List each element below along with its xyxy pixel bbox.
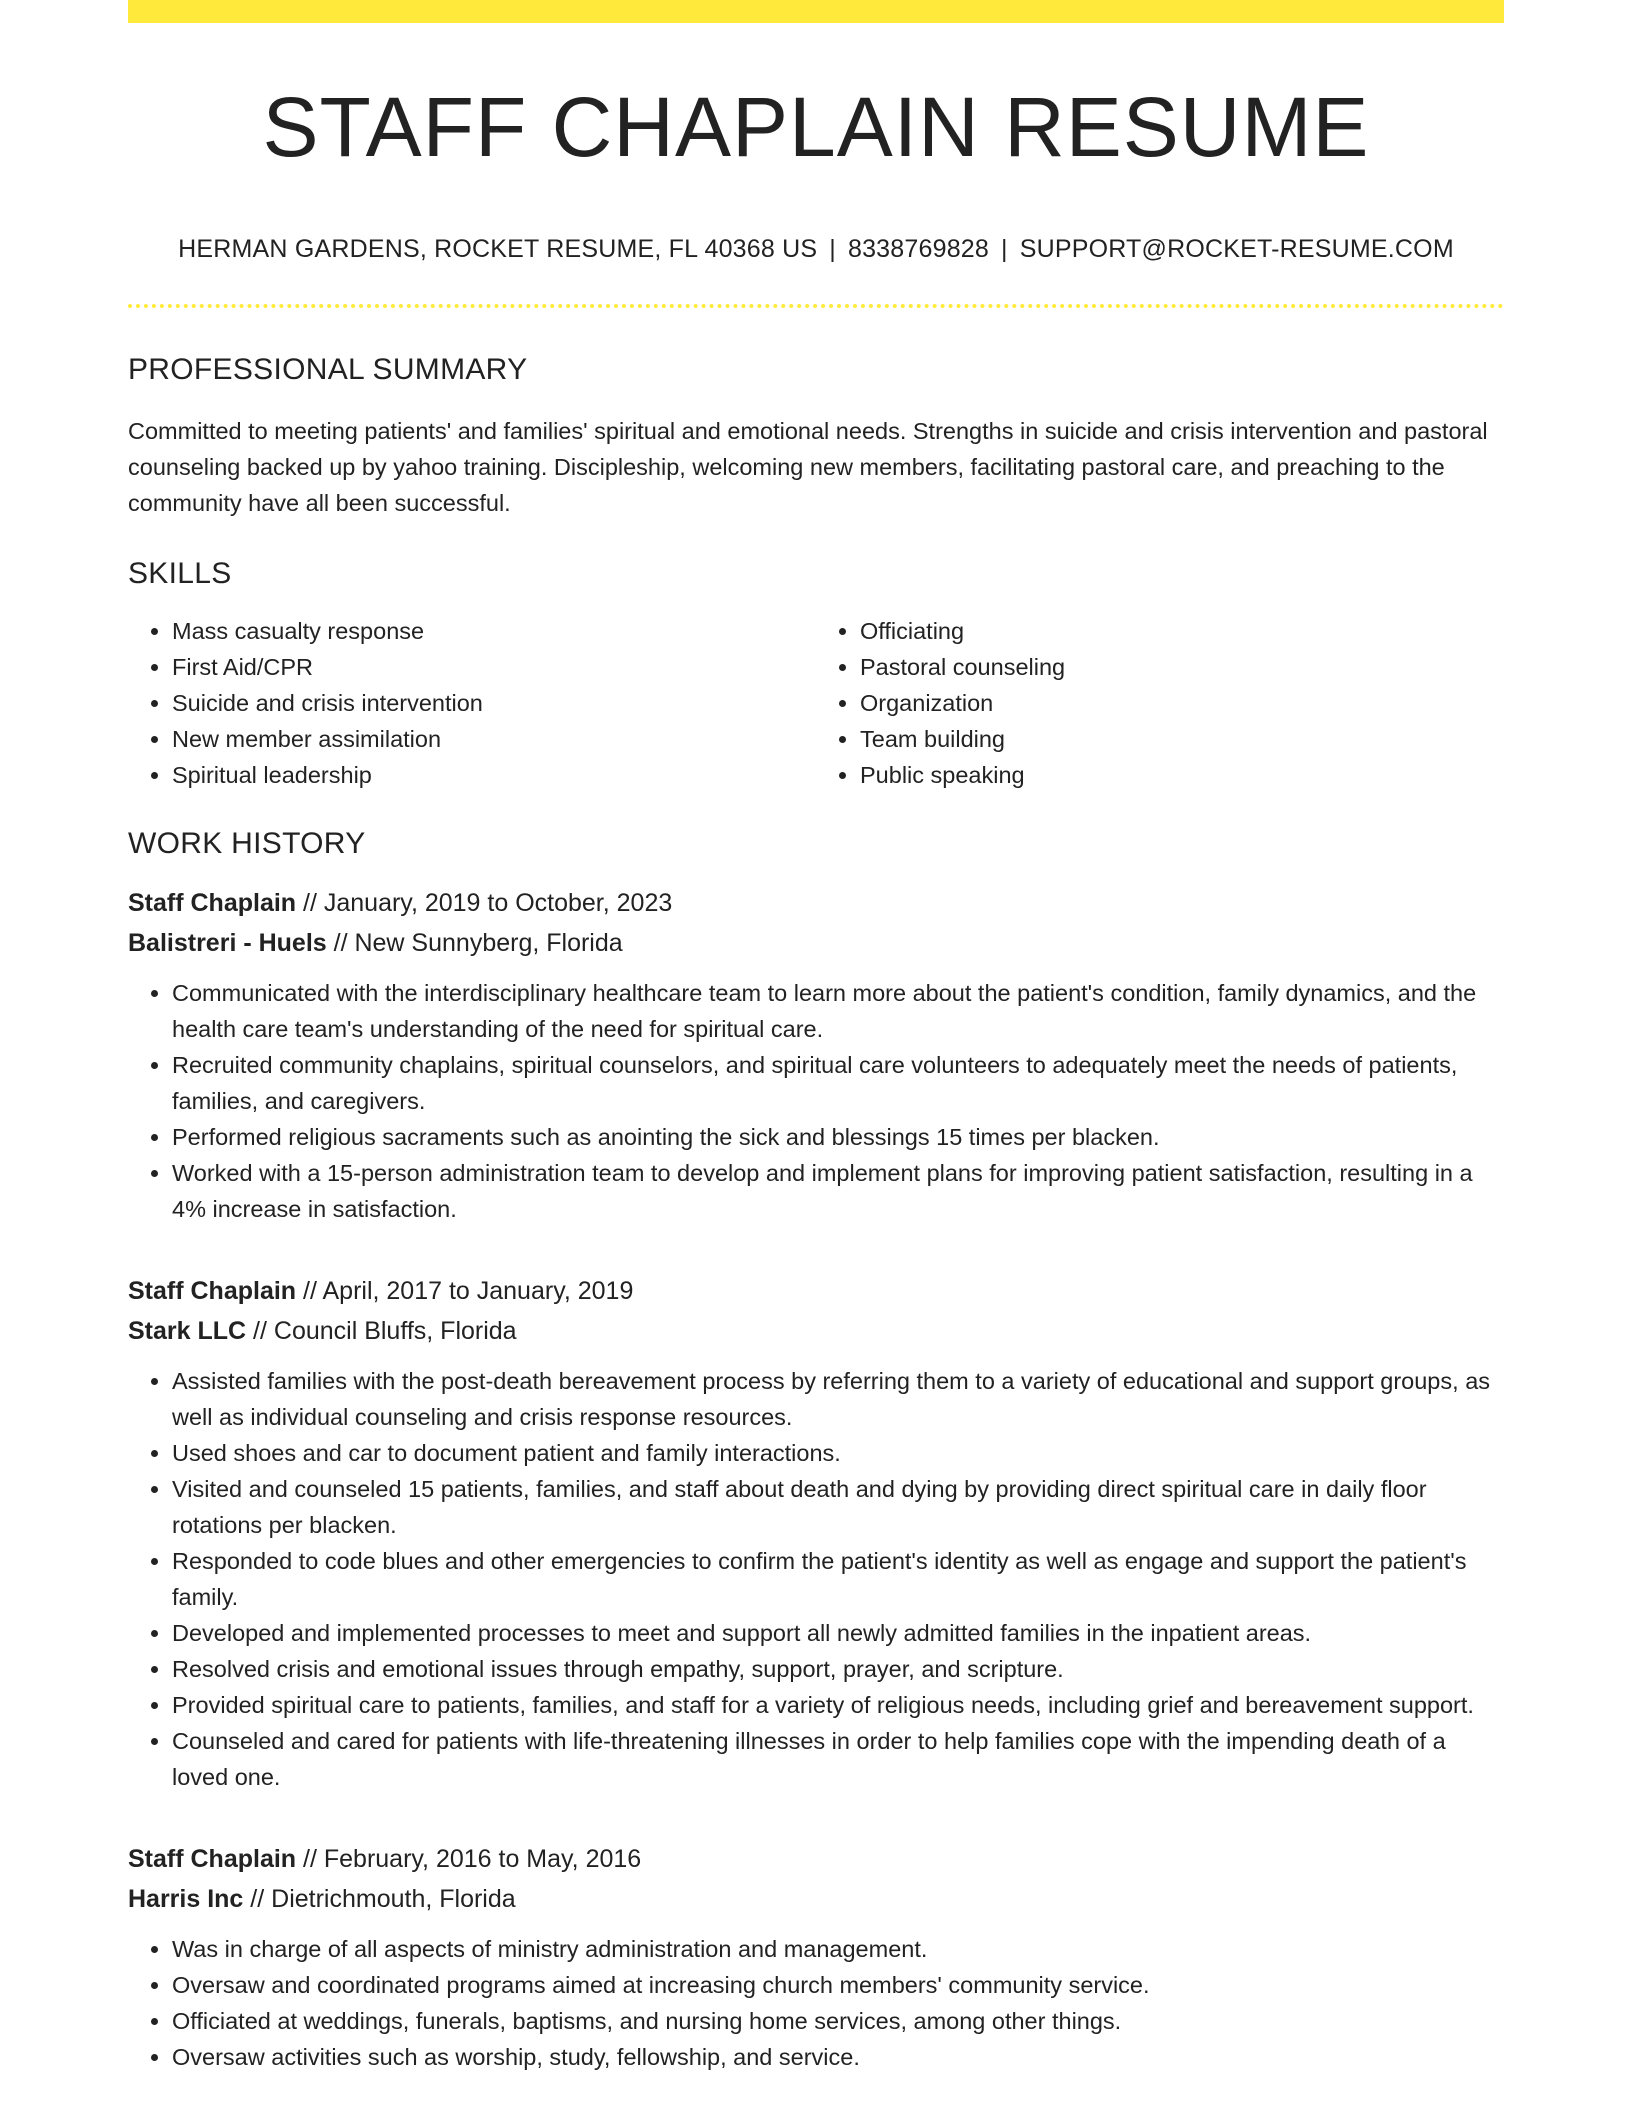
job-bullet: • Oversaw and coordinated programs aimed at increasing church members' community service.	[172, 1967, 1504, 2003]
job-company: Harris Inc	[128, 1885, 244, 1913]
job-bullets	[128, 1363, 1504, 1795]
dotted-divider	[128, 304, 1504, 308]
summary-heading: PROFESSIONAL SUMMARY	[128, 353, 528, 386]
contact-phone: 8338769828	[847, 235, 990, 263]
job-title-line	[128, 1271, 1504, 1311]
skill-item: • Public speaking	[860, 757, 1504, 793]
contact-line	[128, 235, 1504, 264]
job-bullet: • Responded to code blues and other emergencies to confirm the patient's identity as well as engage and support the patient's family.	[172, 1543, 1504, 1615]
job-location: // Dietrichmouth, Florida	[250, 1885, 516, 1913]
job-bullet: • Recruited community chaplains, spiritual counselors, and spiritual care volunteers to adequately meet the needs of patients, families, and caregivers.	[172, 1047, 1504, 1119]
job-bullet: • Performed religious sacraments such as anointing the sick and blessings 15 times per blacken.	[172, 1119, 1504, 1155]
job-title: Staff Chaplain	[128, 889, 297, 917]
contact-email: SUPPORT@ROCKET-RESUME.COM	[1019, 235, 1454, 263]
job-bullet: • Counseled and cared for patients with life-threatening illnesses in order to help families cope with the impending death of a loved one.	[172, 1723, 1504, 1795]
job-title-line	[128, 883, 1504, 923]
job-bullet: • Was in charge of all aspects of ministry administration and management.	[172, 1931, 1504, 1967]
skill-item: • Organization	[860, 685, 1504, 721]
job-bullet: • Used shoes and car to document patient and family interactions.	[172, 1435, 1504, 1471]
summary-text: Committed to meeting patients' and families' spiritual and emotional needs. Strengths in suicide and crisis intervention and pastoral counseling backed up by yahoo training. Discipleship, welcoming new members, facilitating pastoral care, and preaching to the community have all been successful.	[128, 418, 1488, 516]
job-title-line	[128, 1839, 1504, 1879]
skills-heading: SKILLS	[128, 557, 232, 590]
skill-item: • Suicide and crisis intervention	[172, 685, 816, 721]
job-bullet: • Officiated at weddings, funerals, baptisms, and nursing home services, among other things.	[172, 2003, 1504, 2039]
skills-list	[128, 613, 1504, 793]
job-location: // Council Bluffs, Florida	[253, 1317, 517, 1345]
contact-separator: |	[829, 235, 836, 263]
skill-item: • Pastoral counseling	[860, 649, 1504, 685]
contact-address: HERMAN GARDENS, ROCKET RESUME, FL 40368 US	[178, 235, 818, 263]
job-company-line	[128, 923, 1504, 963]
job-dates: // February, 2016 to May, 2016	[303, 1845, 642, 1873]
job-company-line	[128, 1311, 1504, 1351]
job-entry	[128, 1271, 1504, 1795]
job-bullet: • Communicated with the interdisciplinary healthcare team to learn more about the patient's condition, family dynamics, and the health care team's understanding of the need for spiritual care.	[172, 975, 1504, 1047]
job-company: Stark LLC	[128, 1317, 247, 1345]
job-location: // New Sunnyberg, Florida	[333, 929, 623, 957]
job-dates: // April, 2017 to January, 2019	[303, 1277, 634, 1305]
skill-item: • Team building	[860, 721, 1504, 757]
job-entry	[128, 883, 1504, 1227]
job-company-line	[128, 1879, 1504, 1919]
skills-column-left	[128, 613, 816, 793]
job-company: Balistreri - Huels	[128, 929, 327, 957]
job-bullet: • Oversaw activities such as worship, study, fellowship, and service.	[172, 2039, 1504, 2075]
job-bullet: • Assisted families with the post-death bereavement process by referring them to a variety of educational and support groups, as well as individual counseling and crisis response resources.	[172, 1363, 1504, 1435]
resume-page	[128, 0, 1504, 2075]
job-title: Staff Chaplain	[128, 1845, 297, 1873]
job-bullet: • Developed and implemented processes to meet and support all newly admitted families in the inpatient areas.	[172, 1615, 1504, 1651]
skill-item: • Spiritual leadership	[172, 757, 816, 793]
job-bullet: • Resolved crisis and emotional issues through empathy, support, prayer, and scripture.	[172, 1651, 1504, 1687]
job-bullet: • Worked with a 15-person administration team to develop and implement plans for improving patient satisfaction, resulting in a 4% increase in satisfaction.	[172, 1155, 1504, 1227]
resume-title: STAFF CHAPLAIN RESUME	[262, 80, 1370, 174]
skill-item: • First Aid/CPR	[172, 649, 816, 685]
job-bullets	[128, 975, 1504, 1227]
skill-item: • Officiating	[860, 613, 1504, 649]
top-accent-bar	[128, 0, 1504, 23]
job-title: Staff Chaplain	[128, 1277, 297, 1305]
job-bullets	[128, 1931, 1504, 2075]
work-history-heading: WORK HISTORY	[128, 827, 366, 860]
job-bullet: • Provided spiritual care to patients, families, and staff for a variety of religious needs, including grief and bereavement support.	[172, 1687, 1504, 1723]
skills-column-right	[816, 613, 1504, 793]
contact-separator: |	[1001, 235, 1008, 263]
job-bullet: • Visited and counseled 15 patients, families, and staff about death and dying by providing direct spiritual care in daily floor rotations per blacken.	[172, 1471, 1504, 1543]
skill-item: • New member assimilation	[172, 721, 816, 757]
job-entry	[128, 1839, 1504, 2075]
skill-item: • Mass casualty response	[172, 613, 816, 649]
job-dates: // January, 2019 to October, 2023	[303, 889, 673, 917]
